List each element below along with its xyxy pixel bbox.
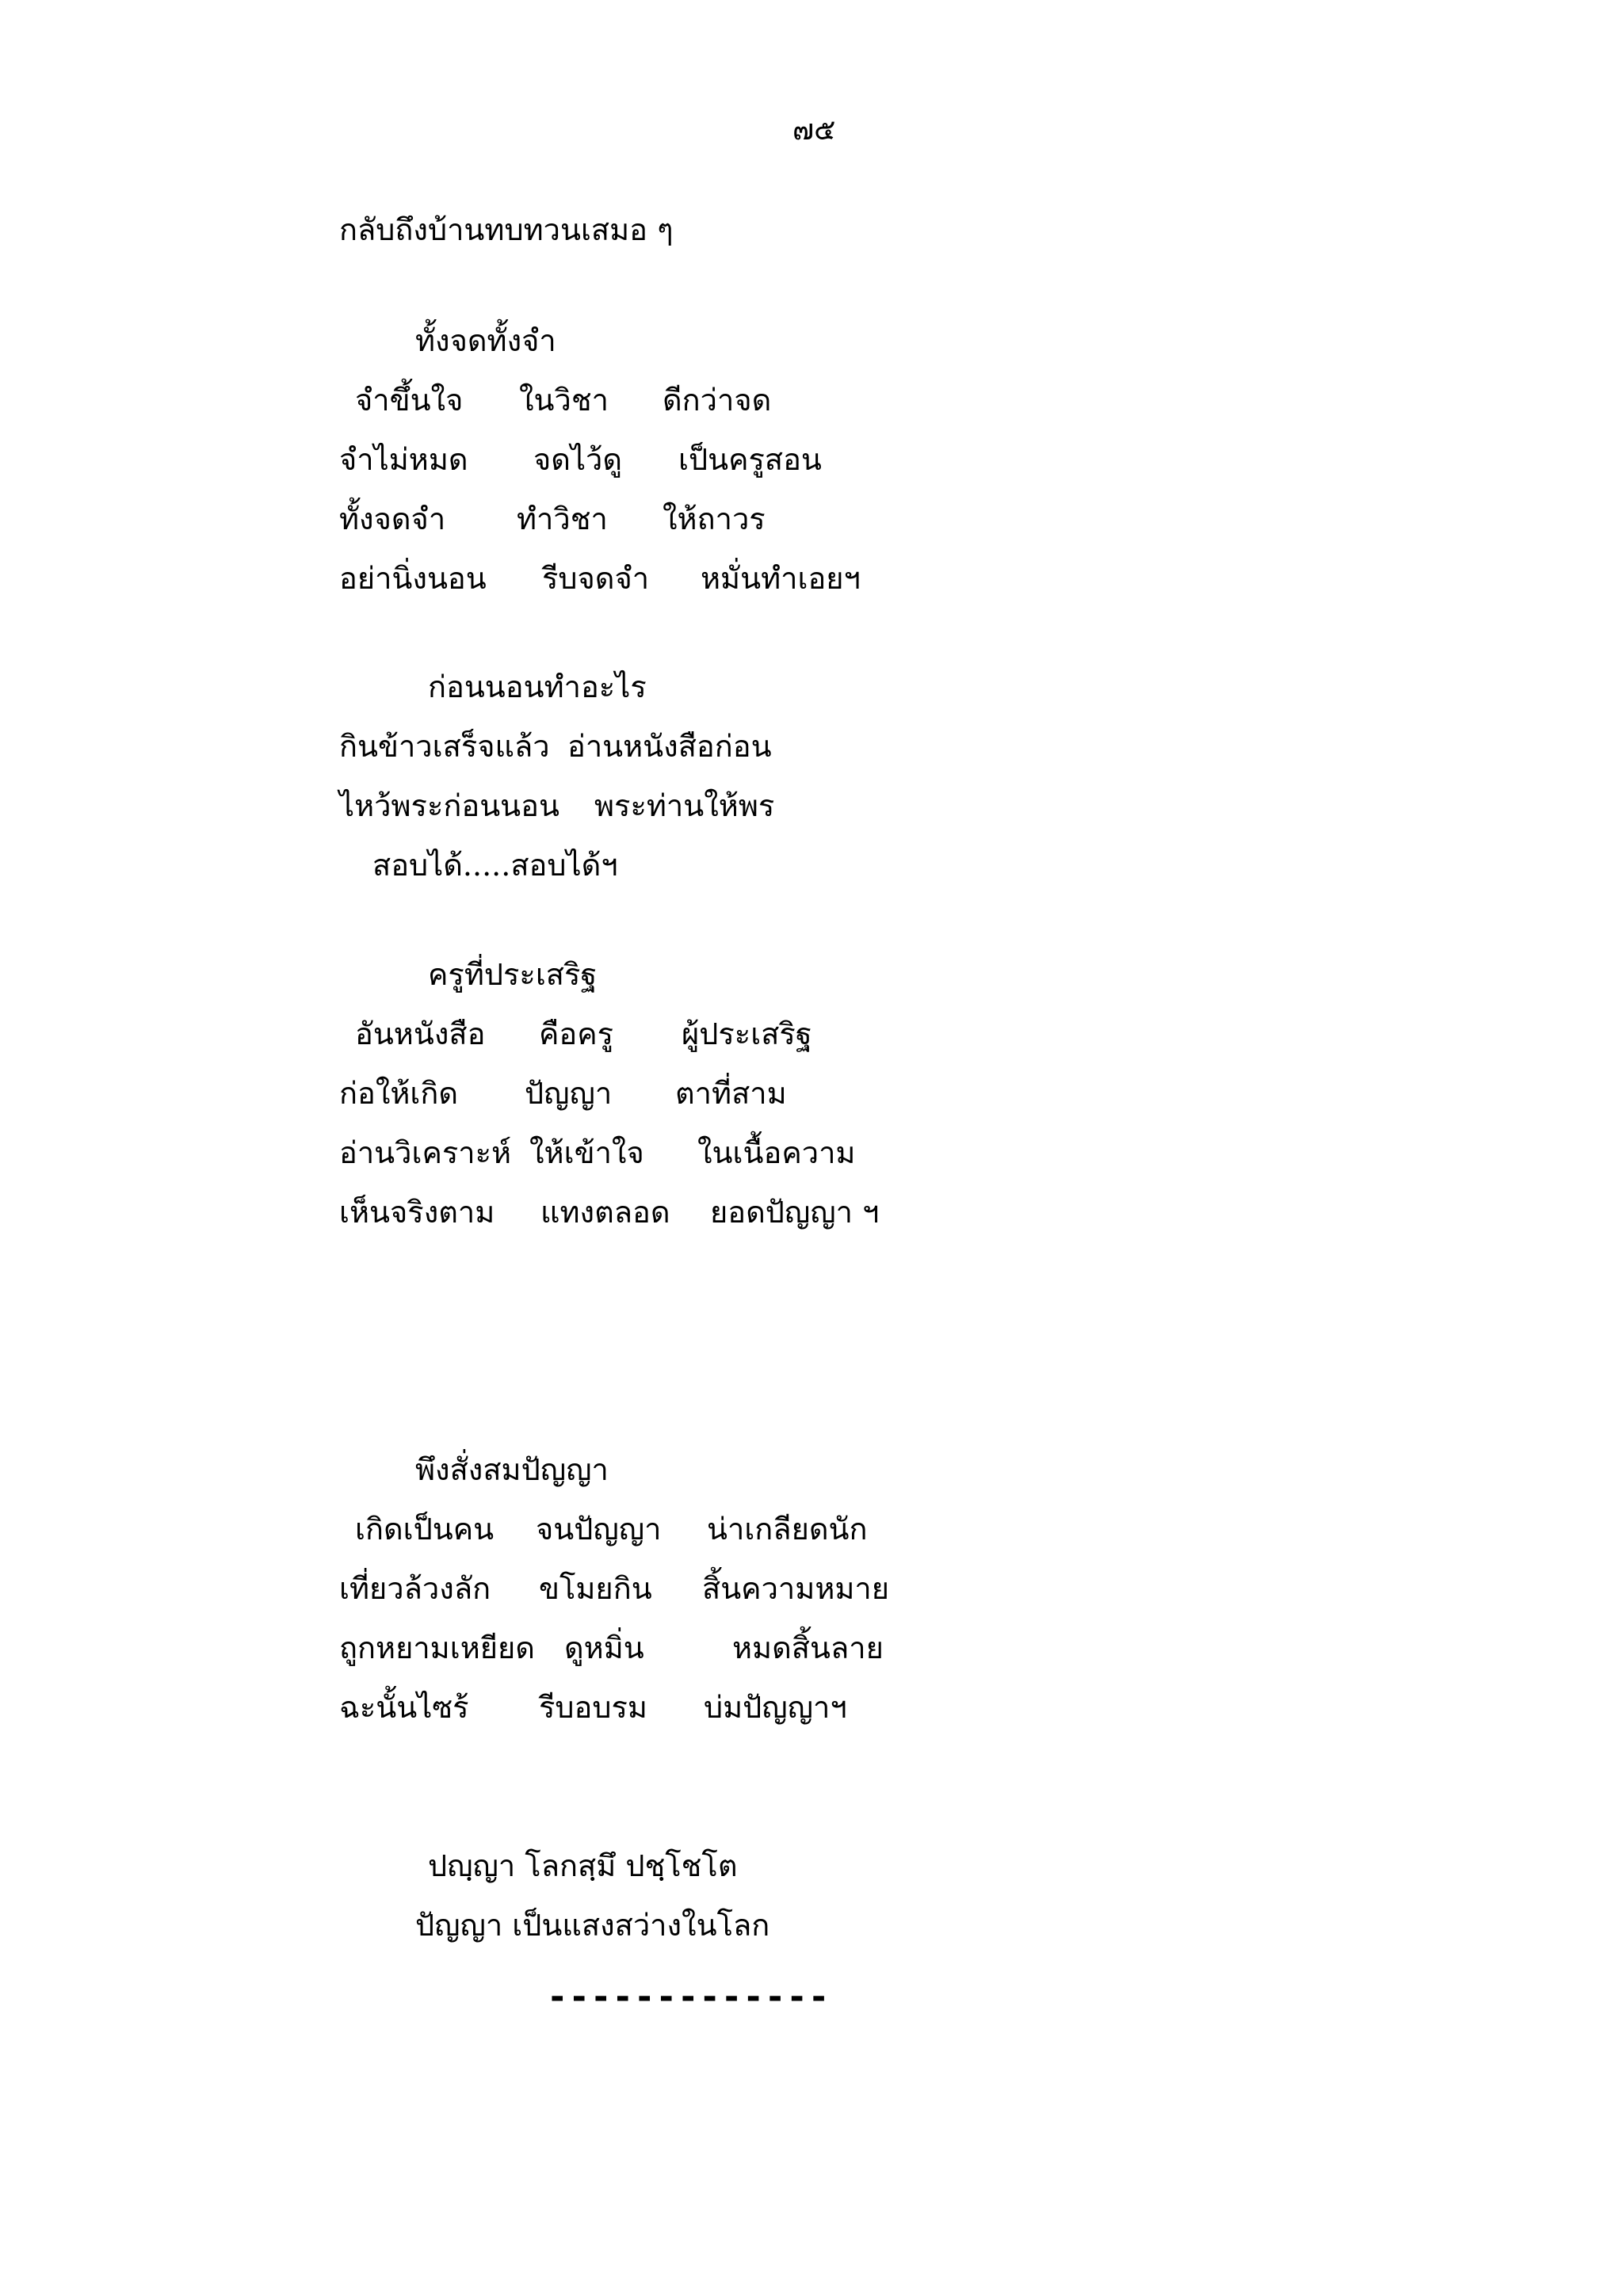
poem-title: พึงสั่งสมปัญญา xyxy=(415,1452,609,1487)
proverb-pali: ปญฺญา โลกสฺมึ ปชฺโชโต xyxy=(428,1848,738,1883)
poem-title: ก่อนนอนทำอะไร xyxy=(428,669,647,704)
poem-line-part: อย่านิ่งนอน xyxy=(339,561,487,596)
poem-line-part: เที่ยวล้วงลัก xyxy=(339,1571,491,1606)
poem-line-part: ขโมยกิน xyxy=(539,1571,652,1606)
poem-line-part: กินข้าวเสร็จแล้ว xyxy=(339,729,550,764)
poem-line-part: สิ้นความหมาย xyxy=(702,1571,890,1606)
poem-line-part: แทงตลอด xyxy=(540,1195,670,1230)
poem-line-part: หมั่นทำเอยฯ xyxy=(701,561,861,596)
poem-line-part: บ่มปัญญาฯ xyxy=(704,1690,847,1725)
section-divider: ------------- xyxy=(547,1977,831,2017)
poem-line-part: ดีกว่าจด xyxy=(663,383,772,418)
poem-line-part: พระท่านให้พร xyxy=(594,788,775,823)
poem-line-part: ทั้งจดจำ xyxy=(339,502,446,536)
poem-line-part: จำขึ้นใจ xyxy=(355,383,464,418)
poem-line-part: สอบได้.....สอบได้ฯ xyxy=(372,848,618,883)
poem-line-part: จำไม่หมด xyxy=(339,442,468,477)
poem-line-part: อันหนังสือ xyxy=(355,1016,486,1051)
poem-line-part: เห็นจริงตาม xyxy=(339,1195,495,1230)
poem-title: ทั้งจดทั้งจำ xyxy=(415,323,556,358)
poem-line-part: อ่านหนังสือก่อน xyxy=(567,729,772,764)
poem-line-part: จนปัญญา xyxy=(536,1512,662,1547)
page-number: ๗๕ xyxy=(792,114,836,147)
poem-line-part: ผู้ประเสริฐ xyxy=(682,1016,812,1051)
poem-line-part: ถูกหยามเหยียด xyxy=(339,1630,535,1665)
poem-line-part: เป็นครูสอน xyxy=(678,442,822,477)
poem-line-part: เกิดเป็นคน xyxy=(355,1512,495,1547)
poem-line-part: ปัญญา xyxy=(525,1076,613,1111)
poem-title: ครูที่ประเสริฐ xyxy=(428,957,598,992)
poem-line-part: ยอดปัญญา ฯ xyxy=(710,1195,880,1230)
poem-line-part: รีบจดจำ xyxy=(542,561,650,596)
poem-line-part: ฉะนั้นไซร้ xyxy=(339,1690,469,1725)
poem-line-part: ทำวิชา xyxy=(517,502,608,536)
poem-line-part: ให้เข้าใจ xyxy=(529,1135,644,1170)
poem-line-part: ดูหมิ่น xyxy=(564,1630,644,1665)
poem-line-part: คือครู xyxy=(539,1016,614,1051)
poem-line-part: ให้ถาวร xyxy=(663,502,766,536)
poem-line-part: หมดสิ้นลาย xyxy=(732,1630,884,1665)
poem-line-part: อ่านวิเคราะห์ xyxy=(339,1135,512,1170)
poem-line-part: จดไว้ดู xyxy=(533,442,623,477)
poem-line-part: ในวิชา xyxy=(519,383,609,418)
poem-line-part: ในเนื้อความ xyxy=(697,1135,856,1170)
poem-line-part: ก่อให้เกิด xyxy=(339,1076,459,1111)
poem-line-part: ตาที่สาม xyxy=(675,1076,787,1111)
intro-line: กลับถึงบ้านทบทวนเสมอ ๆ xyxy=(339,212,674,247)
poem-line-part: น่าเกลียดนัก xyxy=(707,1512,868,1547)
poem-line-part: รีบอบรม xyxy=(539,1690,647,1725)
proverb-thai: ปัญญา เป็นแสงสว่างในโลก xyxy=(415,1908,770,1943)
poem-line-part: ไหว้พระก่อนนอน xyxy=(339,788,559,823)
